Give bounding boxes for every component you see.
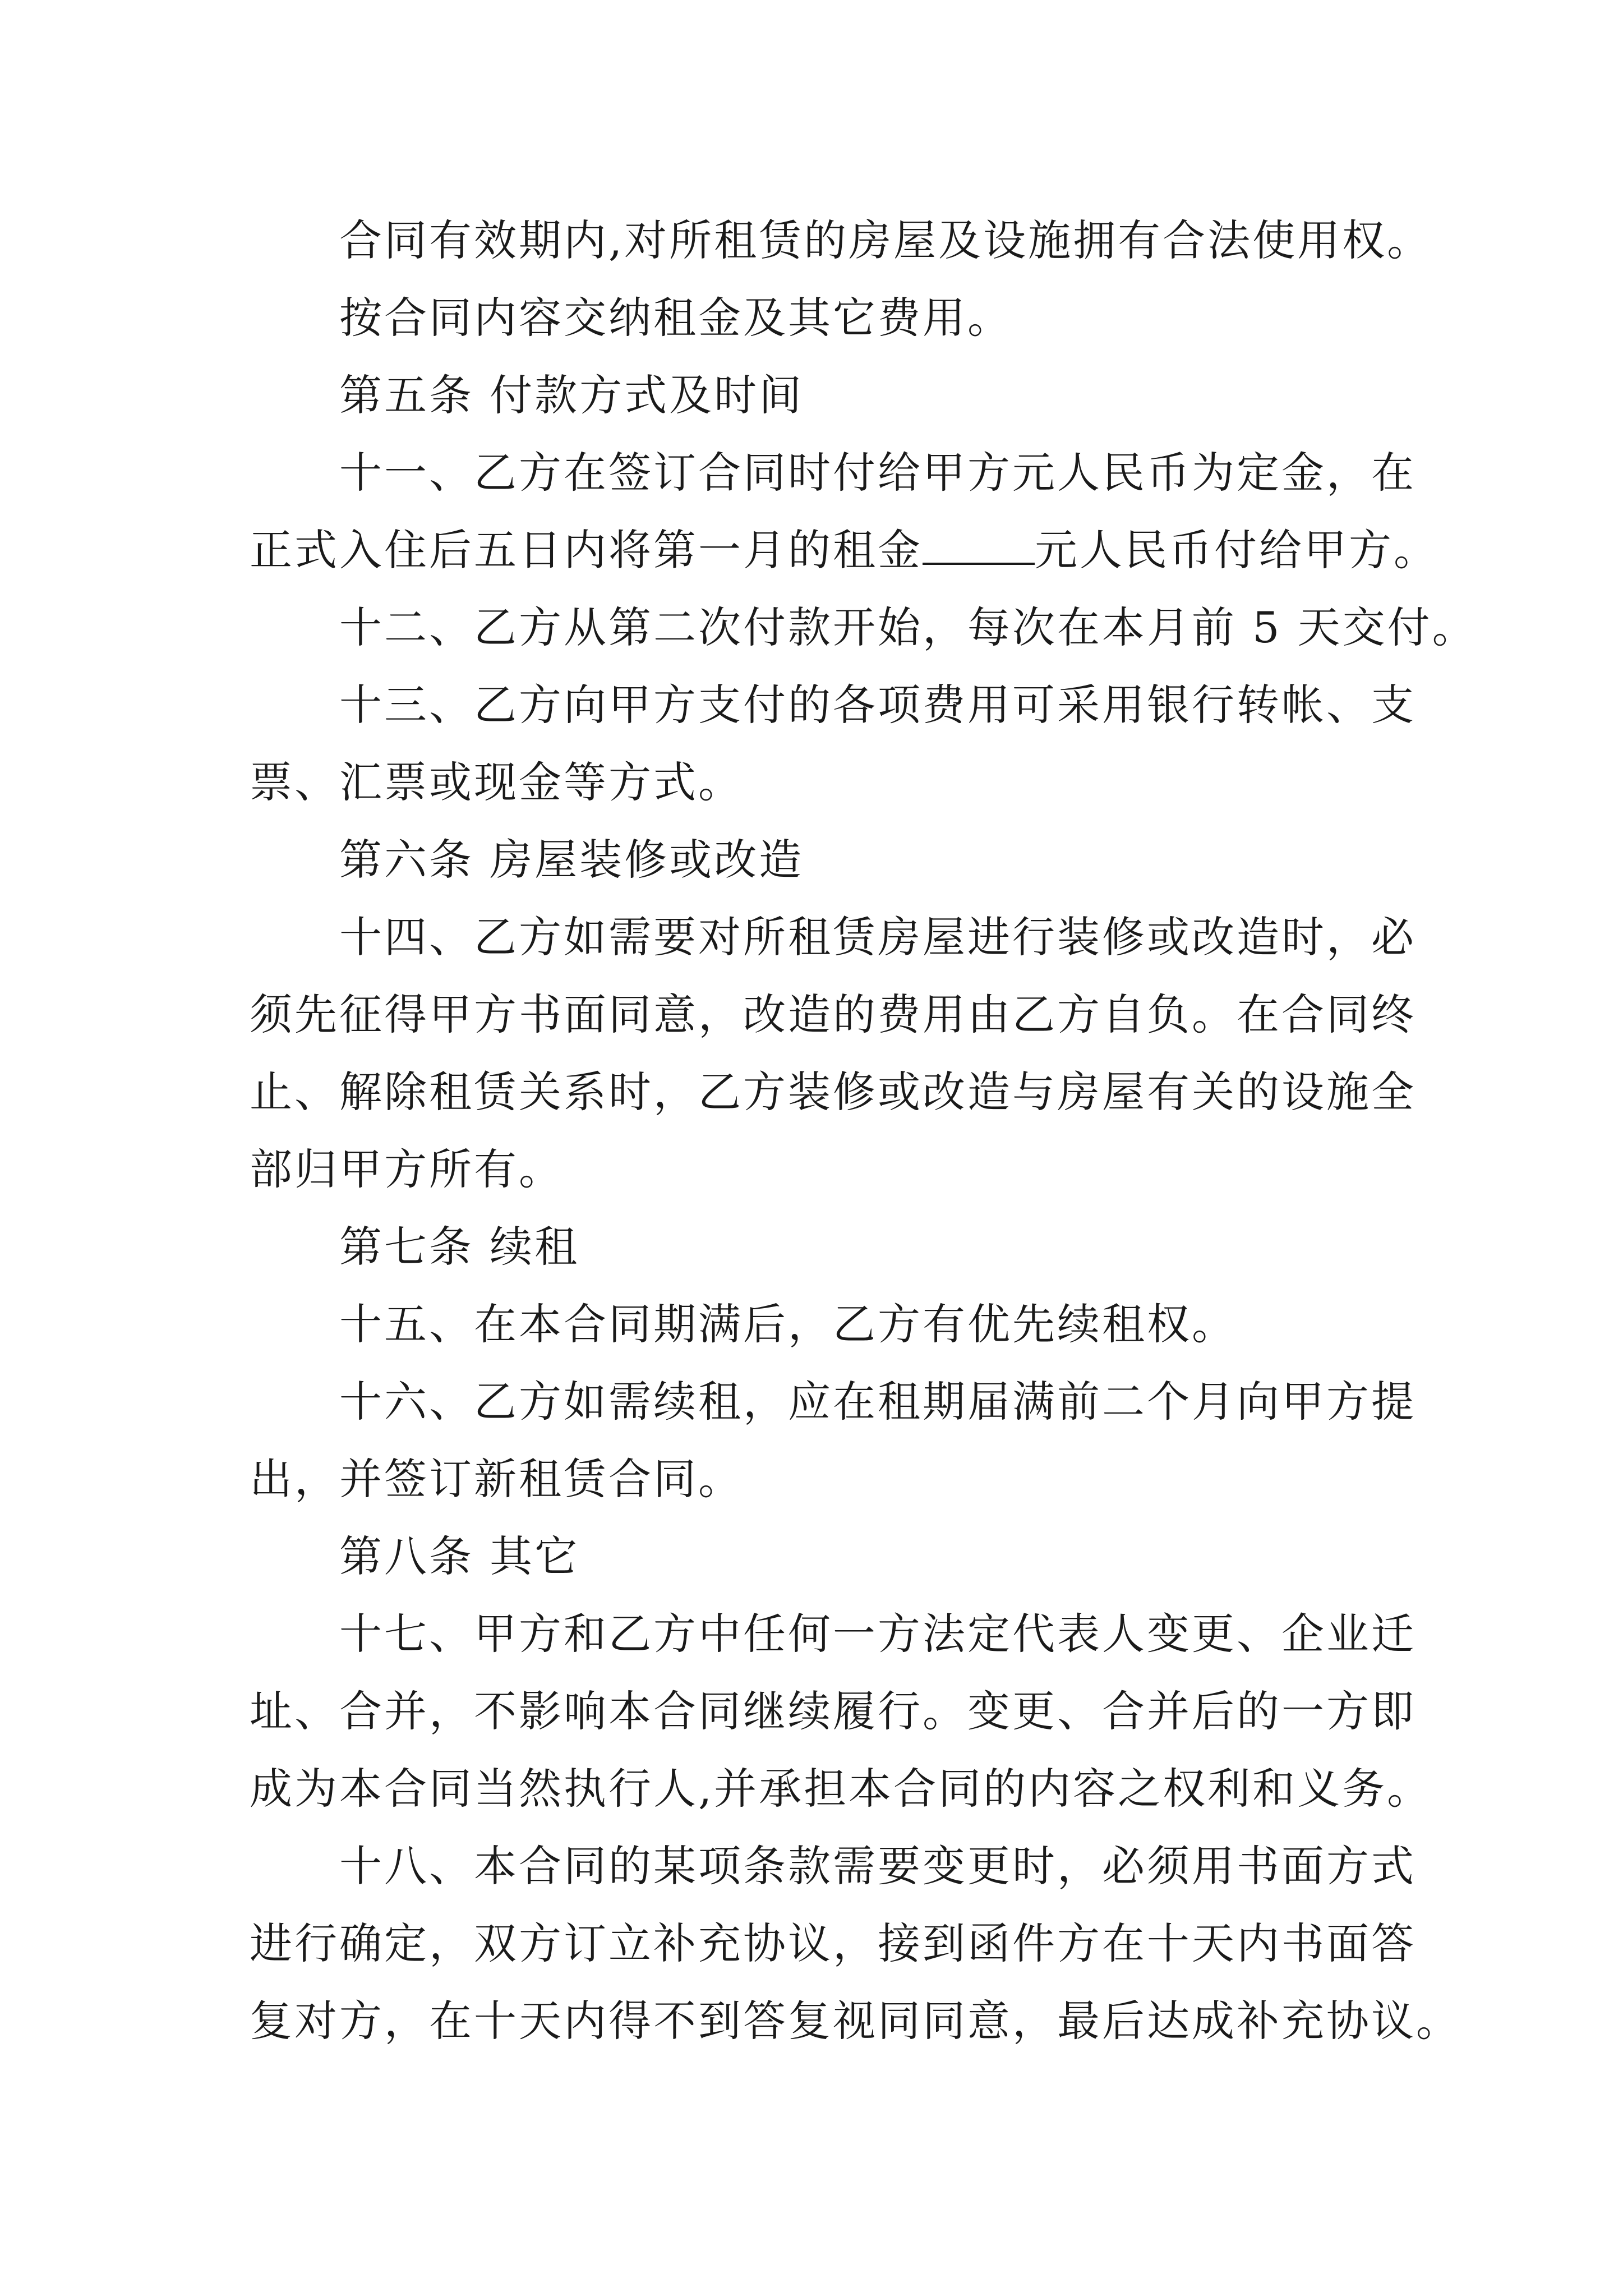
- clause-text: 十五、在本合同期满后，乙方有优先续租权。: [339, 1299, 1237, 1349]
- clause-text: 复对方，在十天内得不到答复视同同意，最后达成补充协议。: [250, 1996, 1461, 2046]
- text-segment: 元人民币付给甲方。: [1035, 525, 1438, 575]
- section-heading: 第七条 续租: [339, 1222, 580, 1272]
- text-line: 按合同内容交纳租金及其它费用。: [339, 293, 1012, 343]
- clause-text: 十二、乙方从第二次付款开始，每次在本月前 5 天交付。: [339, 602, 1477, 652]
- clause-text: 十八、本合同的某项条款需要变更时，必须用书面方式: [339, 1841, 1416, 1891]
- document-page: [250, 202, 1477, 2060]
- fill-in-blank: [923, 529, 1035, 565]
- section-heading: 第五条 付款方式及时间: [339, 370, 804, 420]
- clause-text: 址、合并，不影响本合同继续履行。变更、合并后的一方即: [250, 1686, 1416, 1736]
- section-heading: 第六条 房屋装修或改造: [339, 835, 804, 885]
- text-line: 合同有效期内,对所租赁的房屋及设施拥有合法使用权。: [339, 215, 1432, 265]
- clause-text: 十六、乙方如需续租，应在租期届满前二个月向甲方提: [339, 1377, 1416, 1427]
- clause-text: 十一、乙方在签订合同时付给甲方元人民币为定金，在: [339, 448, 1416, 498]
- text-segment: 正式入住后五日内将第一月的租金: [250, 525, 923, 575]
- section-heading: 第八条 其它: [339, 1531, 580, 1581]
- clause-text: 十七、甲方和乙方中任何一方法定代表人变更、企业迁: [339, 1609, 1416, 1659]
- clause-text: 票、汇票或现金等方式。: [250, 757, 743, 807]
- clause-text: 出，并签订新租赁合同。: [250, 1454, 743, 1504]
- clause-text-with-blank: [250, 512, 1438, 589]
- clause-text: 部归甲方所有。: [250, 1144, 564, 1194]
- clause-text: 进行确定，双方订立补充协议，接到函件方在十天内书面答: [250, 1918, 1416, 1968]
- clause-text: 十三、乙方向甲方支付的各项费用可采用银行转帐、支: [339, 680, 1416, 730]
- clause-text: 十四、乙方如需要对所租赁房屋进行装修或改造时，必: [339, 912, 1416, 962]
- clause-text: 成为本合同当然执行人,并承担本合同的内容之权利和义务。: [250, 1764, 1432, 1814]
- clause-text: 须先征得甲方书面同意，改造的费用由乙方自负。在合同终: [250, 990, 1416, 1039]
- clause-text: 止、解除租赁关系时，乙方装修或改造与房屋有关的设施全: [250, 1067, 1416, 1117]
